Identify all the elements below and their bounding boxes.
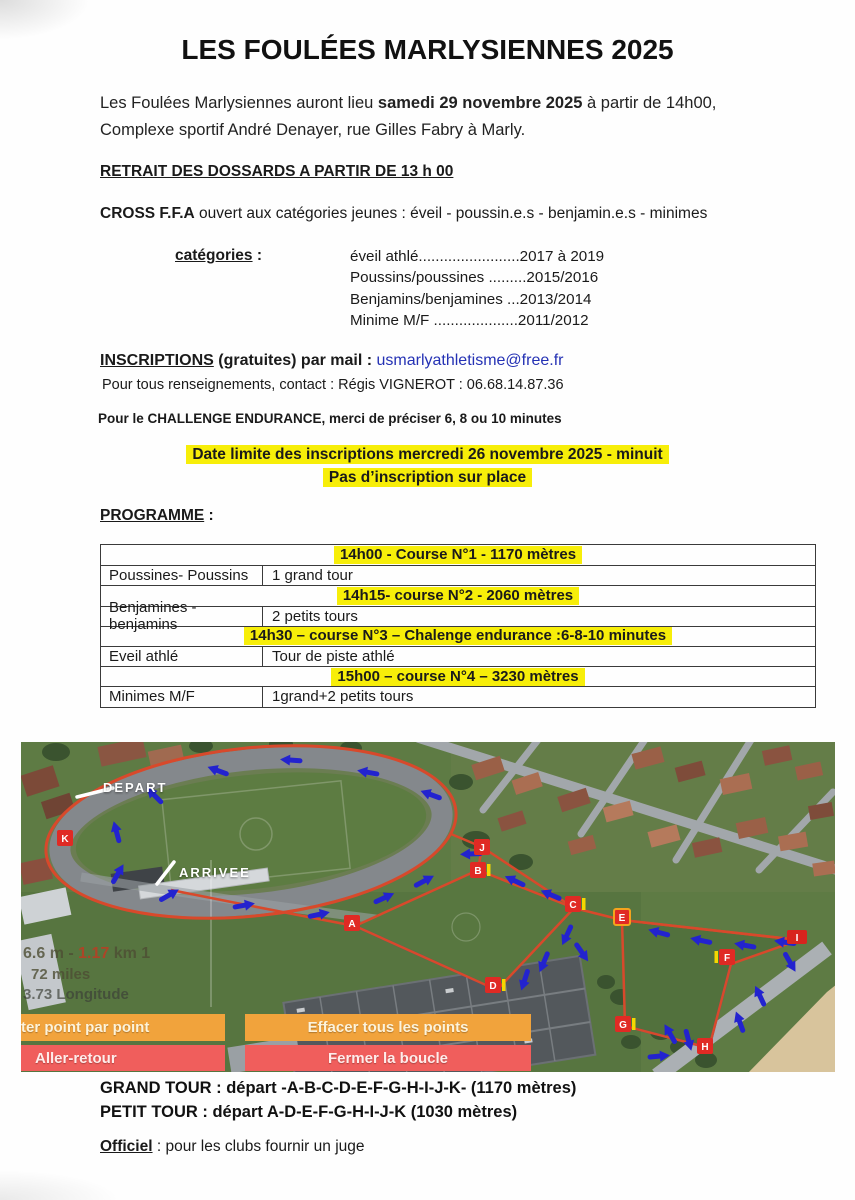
- category-item: éveil athlé........................2017 à 2019: [350, 248, 605, 265]
- marker-H: [697, 1038, 713, 1054]
- inscriptions-mid: (gratuites) par mail :: [213, 352, 377, 369]
- inscriptions-title: INSCRIPTIONS: [100, 352, 214, 369]
- dossards-heading: RETRAIT DES DOSSARDS A PARTIR DE 13 h 00: [100, 163, 454, 180]
- aller-retour-button[interactable]: Aller-retour: [21, 1045, 225, 1071]
- scan-shadow-bottom-left: [0, 1170, 120, 1200]
- clear-points-button[interactable]: Effacer tous les points: [245, 1014, 531, 1041]
- table-row: Benjamines -benjamins 2 petits tours: [101, 606, 815, 626]
- marker-C: [565, 896, 586, 912]
- officiel-rest: : pour les clubs fournir un juge: [152, 1138, 365, 1155]
- marker-E: [614, 909, 630, 925]
- category-item: Poussins/poussines .........2015/2016: [350, 269, 599, 287]
- marker-D: [485, 977, 506, 993]
- petit-tour-line: PETIT TOUR : départ A-D-E-F-G-H-I-J-K (1030 mètres): [100, 1103, 518, 1121]
- cross-title: CROSS F.F.A: [100, 205, 195, 222]
- grand-tour-line: GRAND TOUR : départ -A-B-C-D-E-F-G-H-I-J-K- (1170 mètres): [100, 1079, 577, 1097]
- category-item: Minime M/F ....................2011/2012: [350, 312, 589, 330]
- svg-text:F: F: [723, 953, 731, 964]
- svg-text:B: B: [474, 866, 482, 877]
- cross-line: [100, 205, 707, 223]
- marker-A: [344, 915, 360, 931]
- course-map[interactable]: [21, 742, 835, 1072]
- programme-table: [100, 544, 816, 708]
- programme-heading: PROGRAMME :: [100, 507, 214, 524]
- distance-value: 1.17: [78, 945, 110, 962]
- cross-rest: ouvert aux catégories jeunes : éveil - poussin.e.s - benjamin.e.s - minimes: [194, 205, 708, 222]
- event-date: samedi 29 novembre 2025: [377, 94, 583, 112]
- table-row: Poussines- Poussins 1 grand tour: [101, 565, 815, 585]
- svg-text:C: C: [569, 900, 577, 911]
- tours-description: [100, 1076, 576, 1124]
- deadline-line2: Pas d’inscription sur place: [323, 468, 532, 487]
- svg-text:I: I: [795, 933, 799, 944]
- intro-paragraph: [100, 90, 780, 144]
- map-measure-overlay: 6.6 m - 1.17 km 1 72 miles 3.73 Longitude: [23, 945, 151, 1003]
- deadline-block: [0, 443, 855, 489]
- challenge-note: Pour le CHALLENGE ENDURANCE, merci de préciser 6, 8 ou 10 minutes: [98, 411, 562, 426]
- svg-text:J: J: [479, 843, 485, 854]
- svg-text:D: D: [489, 981, 497, 992]
- fermer-boucle-button[interactable]: Fermer la boucle: [245, 1045, 531, 1071]
- table-row-header: 14h00 - Course N°1 - 1170 mètres: [101, 545, 815, 565]
- arrivee-label: ARRIVEE: [179, 865, 251, 880]
- table-row-header: 14h15- course N°2 - 2060 mètres: [101, 585, 815, 605]
- marker-B: [470, 862, 491, 878]
- marker-K: [57, 830, 73, 846]
- table-row: Eveil athlé Tour de piste athlé: [101, 646, 815, 666]
- marker-J: [474, 839, 490, 855]
- officiel-title: Officiel: [100, 1138, 153, 1155]
- deadline-line1: Date limite des inscriptions mercredi 26 novembre 2025 - minuit: [186, 445, 668, 464]
- svg-text:K: K: [61, 834, 69, 845]
- categories-label: catégories :: [175, 247, 263, 264]
- page-title: LES FOULÉES MARLYSIENNES 2025: [181, 34, 674, 65]
- marker-I: [787, 930, 807, 944]
- svg-text:G: G: [619, 1020, 627, 1031]
- depart-label: DEPART: [103, 780, 168, 795]
- email-link[interactable]: usmarlyathletisme@free.fr: [376, 352, 564, 369]
- marker-G: [615, 1016, 636, 1032]
- categories-list: [350, 246, 604, 332]
- inscriptions-line: [100, 352, 563, 370]
- svg-text:A: A: [348, 919, 356, 930]
- marker-F: [715, 949, 736, 965]
- officiel-line: [100, 1138, 365, 1156]
- table-row: Minimes M/F 1grand+2 petits tours: [101, 686, 815, 706]
- table-row-header: 14h30 – course N°3 – Chalenge endurance :6-8-10 minutes: [101, 626, 815, 646]
- intro-text-2: à partir de 14h00, Complexe sportif André Denayer, rue Gilles Fabry à Marly.: [100, 94, 717, 139]
- intro-text-1: Les Foulées Marlysiennes auront lieu: [100, 94, 378, 112]
- trace-point-button[interactable]: ter point par point: [21, 1014, 225, 1041]
- svg-text:H: H: [701, 1042, 709, 1053]
- table-row-header: 15h00 – course N°4 – 3230 mètres: [101, 666, 815, 686]
- svg-text:E: E: [618, 913, 626, 924]
- category-item: Benjamins/benjamines ...2013/2014: [350, 290, 592, 308]
- contact-line: Pour tous renseignements, contact : Régis VIGNEROT : 06.68.14.87.36: [102, 377, 564, 393]
